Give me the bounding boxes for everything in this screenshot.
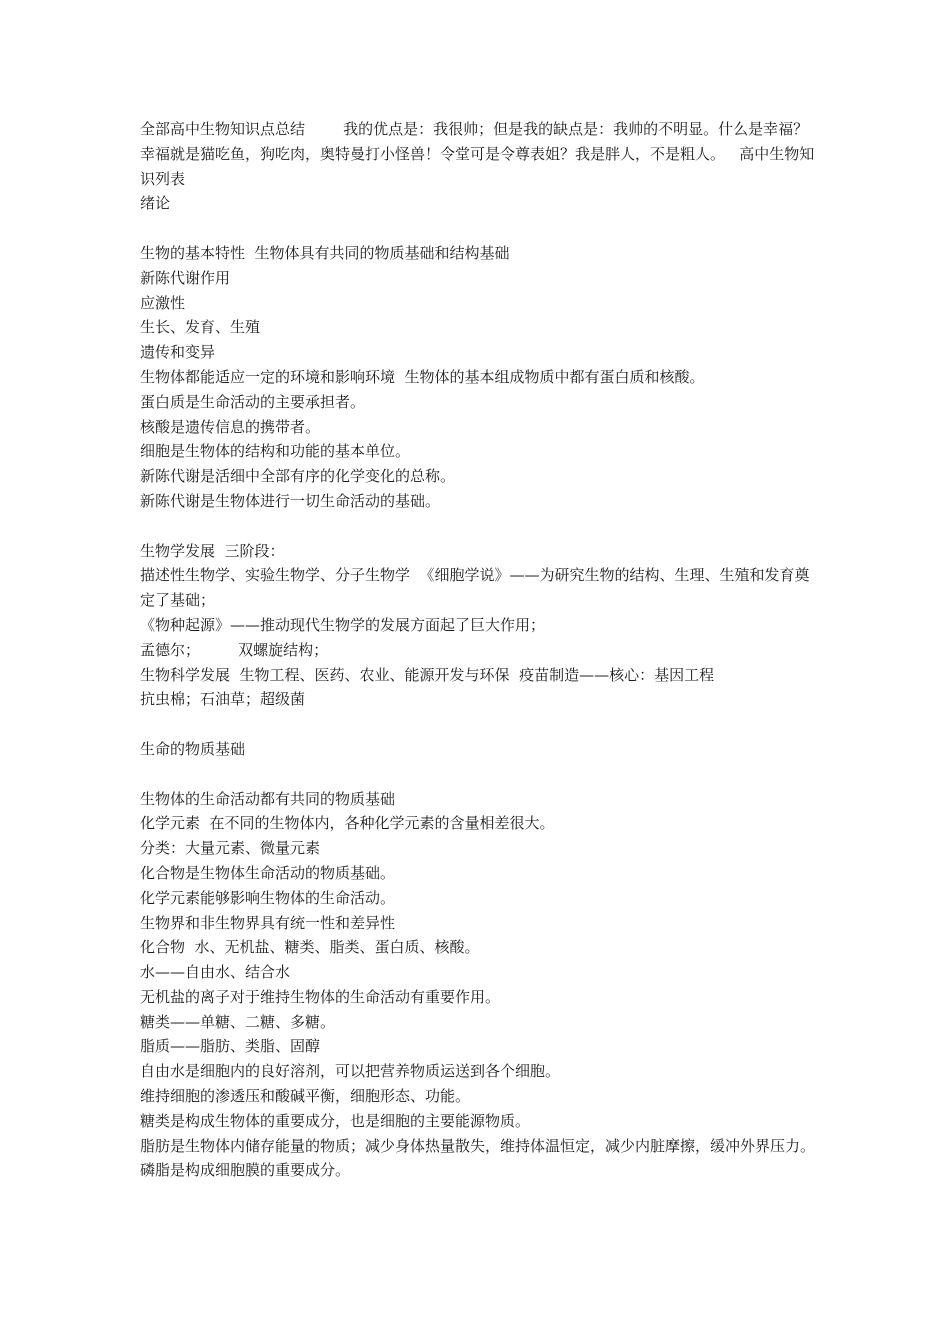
material-line: 分类：大量元素、微量元素	[140, 839, 321, 858]
spacer	[140, 216, 820, 241]
document-page	[140, 117, 820, 1183]
material-line: 生物界和非生物界具有统一性和差异性	[140, 913, 396, 932]
section-heading-intro: 绪论	[140, 194, 171, 213]
material-line: 脂质——脂肪、类脂、固醇	[140, 1037, 321, 1056]
material-line: 维持细胞的渗透压和酸碱平衡，细胞形态、功能。	[140, 1087, 471, 1106]
section-heading-material: 生命的物质基础	[140, 739, 246, 758]
development-paragraph: 描述性生物学、实验生物学、分子生物学 《细胞学说》——为研究生物的结构、生理、生殖和发育奠定了基础；	[140, 566, 810, 610]
material-line: 糖类——单糖、二糖、多糖。	[140, 1012, 336, 1031]
development-line: 抗虫棉；石油草；超级菌	[140, 690, 306, 709]
basic-line: 遗传和变异	[140, 343, 216, 362]
development-line: 生物学发展 三阶段：	[140, 541, 285, 560]
material-line: 水——自由水、结合水	[140, 963, 291, 982]
spacer	[140, 514, 820, 539]
basic-line: 生物体都能适应一定的环境和影响环境 生物体的基本组成物质中都有蛋白质和核酸。	[140, 367, 705, 386]
basic-line: 蛋白质是生命活动的主要承担者。	[140, 392, 366, 411]
material-line: 生物体的生命活动都有共同的物质基础	[140, 789, 396, 808]
material-paragraph: 脂肪是生物体内储存能量的物质；减少身体热量散失，维持体温恒定，减少内脏摩擦，缓冲外界压力。	[140, 1136, 816, 1155]
basic-line: 核酸是遗传信息的携带者。	[140, 417, 321, 436]
development-line: 《物种起源》——推动现代生物学的发展方面起了巨大作用；	[140, 615, 546, 634]
material-line: 化合物是生物体生命活动的物质基础。	[140, 863, 396, 882]
development-line: 孟德尔； 双螺旋结构；	[140, 640, 329, 659]
spacer	[140, 712, 820, 737]
basic-line: 生长、发育、生殖	[140, 318, 261, 337]
spacer	[140, 762, 820, 787]
material-line: 磷脂是构成细胞膜的重要成分。	[140, 1161, 351, 1180]
material-line: 化合物 水、无机盐、糖类、脂类、蛋白质、核酸。	[140, 938, 480, 957]
material-line: 化学元素能够影响生物体的生命活动。	[140, 888, 396, 907]
basic-line: 生物的基本特性 生物体具有共同的物质基础和结构基础	[140, 243, 510, 262]
material-line: 无机盐的离子对于维持生物体的生命活动有重要作用。	[140, 987, 501, 1006]
development-line: 生物科学发展 生物工程、医药、农业、能源开发与环保 疫苗制造——核心：基因工程	[140, 665, 715, 684]
material-line: 化学元素 在不同的生物体内，各种化学元素的含量相差很大。	[140, 814, 555, 833]
intro-paragraph: 全部高中生物知识点总结 我的优点是：我很帅；但是我的缺点是：我帅的不明显。什么是幸福？幸福就是猫吃鱼，狗吃肉，奥特曼打小怪兽！令堂可是令尊表姐？我是胖人，不是粗人。 高中生物知识列表	[140, 120, 815, 188]
basic-line: 新陈代谢作用	[140, 268, 231, 287]
basic-line: 应激性	[140, 293, 186, 312]
material-line: 糖类是构成生物体的重要成分，也是细胞的主要能源物质。	[140, 1111, 531, 1130]
material-line: 自由水是细胞内的良好溶剂，可以把营养物质运送到各个细胞。	[140, 1062, 561, 1081]
basic-line: 细胞是生物体的结构和功能的基本单位。	[140, 442, 411, 461]
basic-line: 新陈代谢是生物体进行一切生命活动的基础。	[140, 491, 441, 510]
basic-line: 新陈代谢是活细中全部有序的化学变化的总称。	[140, 467, 456, 486]
